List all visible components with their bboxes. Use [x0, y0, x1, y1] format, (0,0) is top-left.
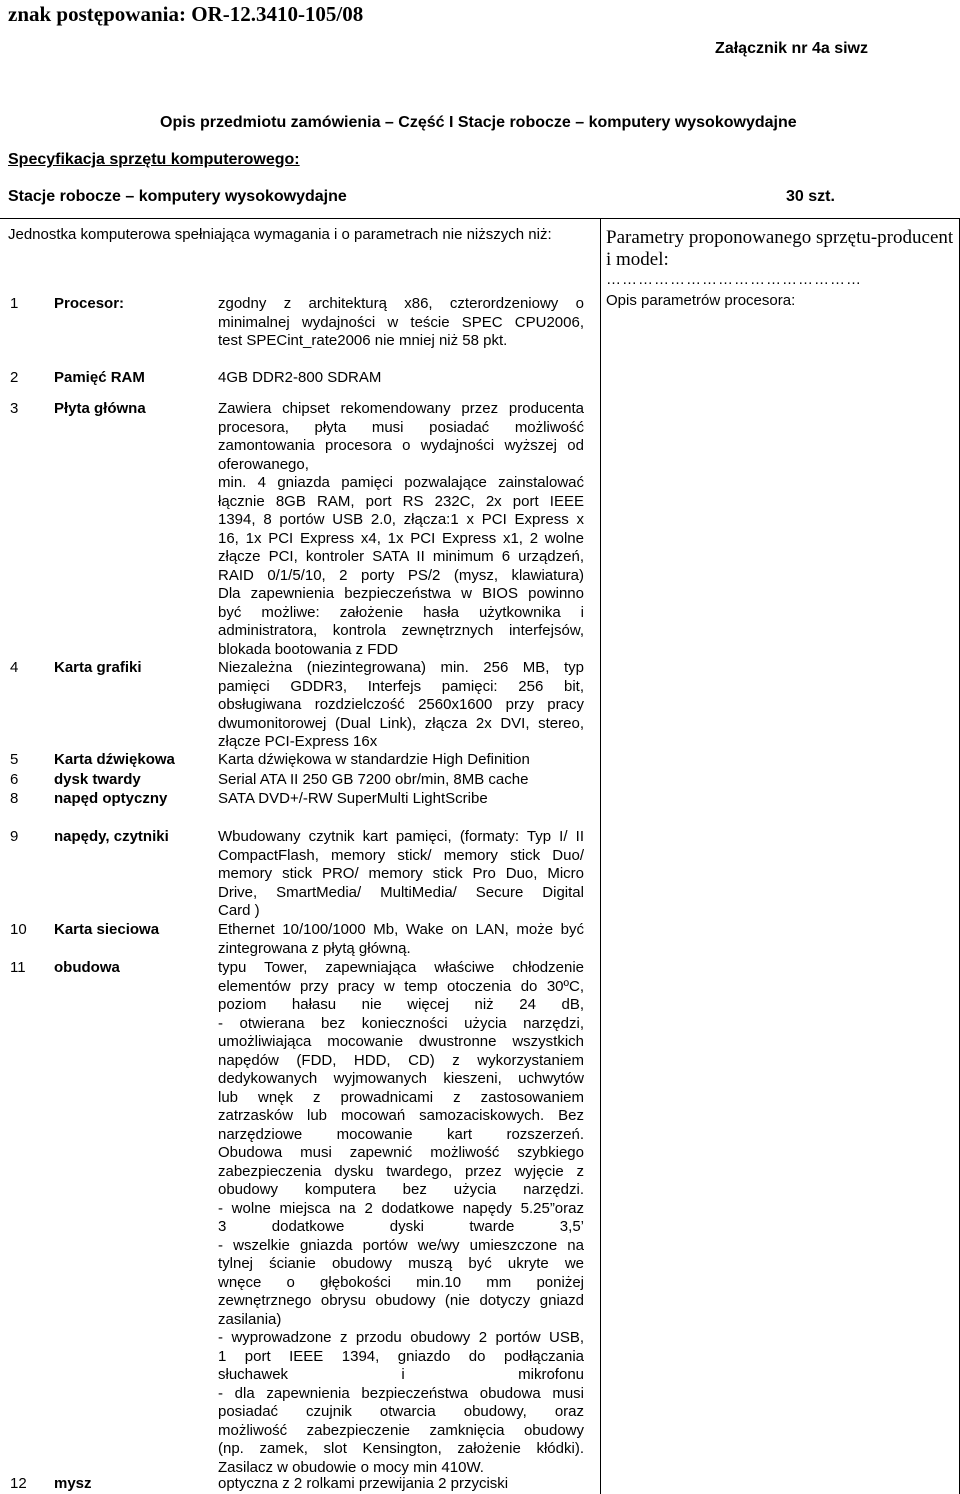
requirement-line: zintegrowana z płytą główną. — [218, 939, 411, 957]
workstation-heading: Stacje robocze – komputery wysokowydajne — [8, 188, 347, 205]
row-number: 9 — [10, 828, 19, 845]
component-requirements — [218, 400, 584, 659]
component-name: Pamięć RAM — [54, 369, 145, 386]
case-reference: znak postępowania: OR-12.3410-105/08 — [8, 2, 364, 26]
requirement-line: umożliwiająca mocowanie dwustronne wszystkich — [218, 1033, 584, 1050]
order-description-title: Opis przedmiotu zamówienia – Część I Stacje robocze – komputery wysokowydajne — [160, 114, 797, 131]
requirement-line: wnęce o głębokości min.10 mm poniżej — [218, 1273, 584, 1291]
component-name: napędy, czytniki — [54, 828, 169, 845]
requirement-line: - otwierana bez konieczności użycia narzędzi, — [218, 1014, 584, 1032]
row-number: 1 — [10, 295, 19, 312]
component-requirements — [218, 295, 584, 351]
component-requirements — [218, 659, 584, 752]
requirement-line: obudowy komputera bez użycia narzędzi. — [218, 1181, 584, 1198]
row-number: 10 — [10, 921, 27, 938]
requirement-line: Serial ATA II 250 GB 7200 obr/min, 8MB cache — [218, 771, 529, 788]
row-number: 6 — [10, 771, 19, 788]
requirement-line: Zawiera chipset rekomendowany przez producenta — [218, 400, 584, 417]
requirement-line: złącze PCI-Express 16x — [218, 733, 378, 750]
requirement-line: - wyprowadzone z przodu obudowy 2 portów USB, — [218, 1329, 584, 1346]
row-number: 11 — [10, 959, 26, 976]
row-number: 5 — [10, 751, 19, 768]
requirement-line: procesora, płyta musi posiadać możliwość — [218, 418, 584, 436]
requirement-line: oferowanego, — [218, 455, 309, 473]
row-number: 3 — [10, 400, 19, 417]
requirement-line: obsługiwana rozdzielczość 2560x1600 przy pracy — [218, 696, 584, 713]
row-separator — [52, 749, 600, 750]
row-number: 8 — [10, 790, 19, 807]
requirement-line: blokada bootowania z FDD — [218, 640, 399, 658]
requirement-line: optyczna z 2 rolkami przewijania 2 przyciski — [218, 1475, 509, 1492]
requirement-line: złącze PCI, kontroler SATA II minimum 6 urządzeń, — [218, 548, 584, 565]
component-name: Karta grafiki — [54, 659, 142, 676]
row-separator — [52, 398, 600, 399]
requirement-line: Drive, SmartMedia/ MultiMedia/ Secure Digital — [218, 883, 584, 901]
row-number: 2 — [10, 369, 19, 386]
requirement-line: Ethernet 10/100/1000 Mb, Wake on LAN, może być — [218, 921, 584, 938]
requirement-line: - wszelkie gniazda portów we/wy umieszczone na — [218, 1236, 584, 1254]
quantity-label: 30 szt. — [786, 188, 835, 205]
component-requirements — [218, 790, 584, 809]
requirement-line: lub wnęk z prowadnicami z zastosowaniem — [218, 1088, 584, 1106]
requirement-line: min. 4 gniazda pamięci pozwalające zainstalować — [218, 474, 584, 491]
requirement-line: słuchawek i mikrofonu — [218, 1366, 584, 1383]
proposed-equipment-heading: Parametry proponowanego sprzętu-producent i model: — [606, 227, 954, 270]
component-name: obudowa — [54, 959, 120, 976]
fill-in-dots: ………………………………………… — [606, 271, 862, 288]
component-requirements — [218, 369, 584, 388]
requirement-line: poziom hałasu nie więcej niż 24 dB, — [218, 996, 584, 1013]
requirement-line: CompactFlash, memory stick/ memory stick Duo/ — [218, 846, 584, 864]
requirement-line: łącznie 8GB RAM, port RS 232C, 2x port IEEE — [218, 492, 584, 510]
requirement-line: - wolne miejsca na 2 dodatkowe napędy 5.25”oraz — [218, 1199, 584, 1217]
requirement-line: posiadać czujnik otwarcia obudowy, oraz — [218, 1403, 584, 1420]
requirement-line: elementów przy pracy w temp otoczenia do 30ºC, — [218, 977, 584, 995]
table-top-border — [0, 218, 960, 219]
requirement-line: RAID 0/1/5/10, 2 porty PS/2 (mysz, klawiatura) — [218, 566, 584, 584]
requirement-line: zasilania) — [218, 1310, 282, 1328]
row-separator — [52, 788, 600, 789]
component-requirements — [218, 751, 584, 770]
row-number: 12 — [10, 1475, 27, 1492]
component-name: dysk twardy — [54, 771, 141, 788]
component-requirements — [218, 771, 584, 790]
component-name: Karta dźwiękowa — [54, 751, 175, 768]
row-number: 4 — [10, 659, 19, 676]
requirement-line: (np. zamek, slot Kensington, założenie kłódki). — [218, 1440, 584, 1457]
requirement-line: test SPECint_rate2006 nie mniej niż 58 pkt. — [218, 332, 508, 349]
row-separator — [52, 919, 600, 920]
requirement-line: być możliwe: założenie hasła użytkownika i — [218, 603, 584, 621]
requirement-line: zatrzasków lub mocowań samozaciskowych. Bez — [218, 1107, 584, 1124]
requirement-line: SATA DVD+/-RW SuperMulti LightScribe — [218, 790, 488, 807]
requirement-line: napędów (FDD, HDD, CD) z wykorzystaniem — [218, 1051, 584, 1069]
requirement-line: zabezpieczenia dysku twardego, przez wyjęcie z — [218, 1162, 584, 1180]
component-requirements — [218, 1475, 584, 1494]
row-separator — [52, 657, 600, 658]
requirement-line: typu Tower, zapewniająca właściwe chłodzenie — [218, 959, 584, 976]
requirement-line: 3 dodatkowe dyski twarde 3,5’ — [218, 1218, 584, 1235]
component-name: mysz — [54, 1475, 92, 1492]
requirement-line: dwumonitorowej (Dual Link), złącza 2x DVI, stereo, — [218, 714, 584, 732]
row-separator — [52, 1473, 600, 1474]
requirement-line: minimalnej wydajności w teście SPEC CPU2006, — [218, 313, 584, 331]
requirement-line: możliwość zabezpieczenie zamknięcia obudowy — [218, 1421, 584, 1439]
requirement-line: 1 port IEEE 1394, gniazdo do podłączania — [218, 1347, 584, 1365]
component-requirements — [218, 828, 584, 921]
row-separator — [52, 957, 600, 958]
requirement-line: pamięci GDDR3, Interfejs pamięci: 256 bit, — [218, 677, 584, 695]
row-separator — [52, 826, 600, 827]
requirement-line: Card ) — [218, 902, 260, 919]
row-separator — [52, 367, 600, 368]
requirement-line: 1394, 8 portów USB 2.0, złącza:1 x PCI Express x — [218, 511, 584, 528]
component-name: Karta sieciowa — [54, 921, 160, 938]
requirement-line: 4GB DDR2-800 SDRAM — [218, 369, 382, 386]
requirements-intro: Jednostka komputerowa spełniająca wymagania i o parametrach nie niższych niż: — [8, 226, 552, 243]
requirement-line: dedykowanych wyjmowanych kieszeni, uchwytów — [218, 1070, 584, 1087]
specification-heading: Specyfikacja sprzętu komputerowego: — [8, 151, 300, 168]
requirement-line: zamontowania procesora o wydajności wyższej od — [218, 437, 584, 454]
requirement-line: Niezależna (niezintegrowana) min. 256 MB, typ — [218, 659, 584, 676]
component-name: Procesor: — [54, 295, 125, 312]
requirement-line: narzędziowe mocowanie kart rozszerzeń. — [218, 1125, 584, 1143]
row-separator — [52, 769, 600, 770]
requirement-line: memory stick PRO/ memory stick Pro Duo, Micro — [218, 865, 584, 882]
requirement-line: zewnętrznego obrysu obudowy (nie dotyczy gniazd — [218, 1292, 584, 1309]
requirement-line: zgodny z architekturą x86, czterordzeniowy o — [218, 295, 584, 312]
component-name: Płyta główna — [54, 400, 146, 417]
requirement-line: tylnej ścianie obudowy muszą być ukryte we — [218, 1255, 584, 1272]
requirement-line: administratora, kontrola zewnętrznych interfejsów, — [218, 622, 584, 639]
requirement-line: - dla zapewnienia bezpieczeństwa obudowa musi — [218, 1384, 584, 1402]
requirement-line: Dla zapewnienia bezpieczeństwa w BIOS powinno — [218, 585, 584, 602]
requirement-line: Wbudowany czytnik kart pamięci, (formaty: Typ I/ II — [218, 828, 584, 845]
requirement-line: 16, 1x PCI Express x4, 1x PCI Express x1, 2 wolne — [218, 529, 584, 547]
requirement-line: Karta dźwiękowa w standardzie High Definition — [218, 751, 530, 768]
requirement-line: Zasilacz w obudowie o mocy min 410W. — [218, 1458, 484, 1476]
requirement-line: Obudowa musi zapewnić możliwość szybkiego — [218, 1144, 584, 1161]
component-requirements — [218, 959, 584, 1477]
processor-parameters-label: Opis parametrów procesora: — [606, 292, 796, 309]
column-divider — [600, 218, 601, 1494]
component-name: napęd optyczny — [54, 790, 168, 807]
annex-label: Załącznik nr 4a siwz — [715, 40, 868, 57]
component-requirements — [218, 921, 584, 958]
